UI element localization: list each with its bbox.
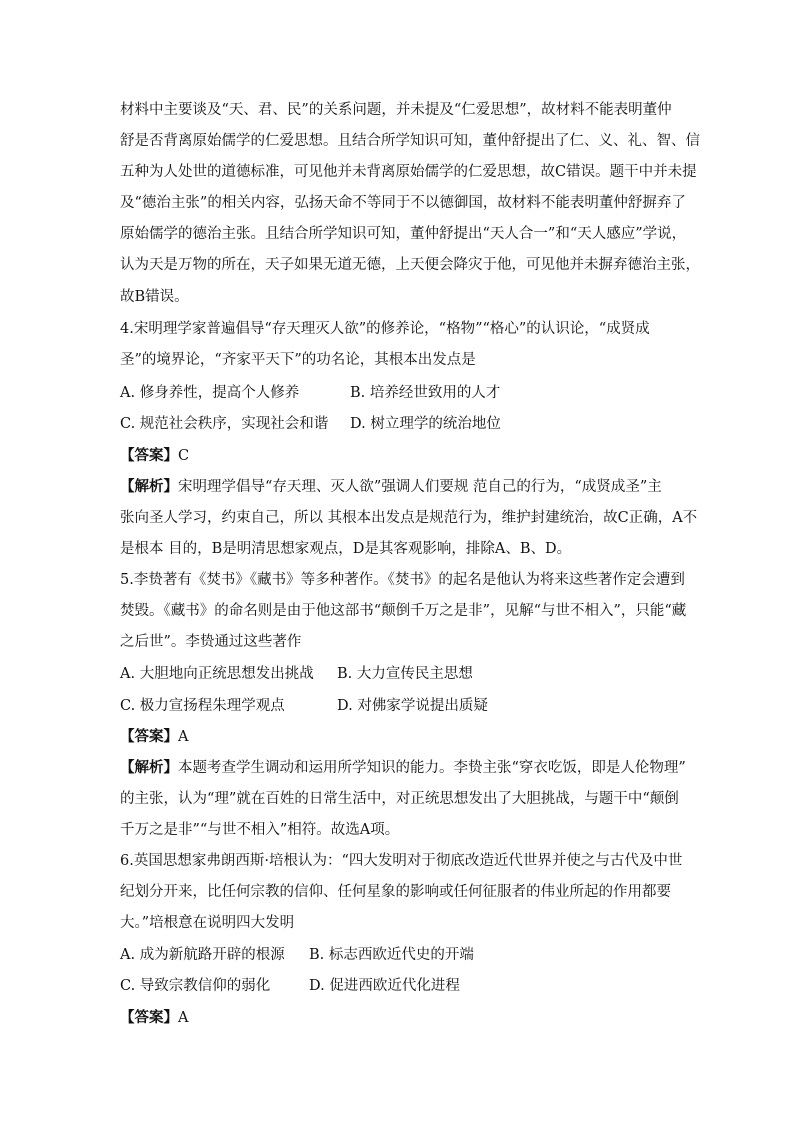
question-4-answer xyxy=(120,446,189,466)
analysis-line: 五种为人处世的道德标准，可见他并未背离原始儒学的仁爱思想，故C错误。题干中并未提 xyxy=(120,164,697,180)
question-5-stem: 5.李贽著有《焚书》《藏书》等多种著作。《焚书》的起名是他认为将来这些著作定会遭到 xyxy=(120,572,685,588)
question-6-option-a: A. 成为新航路开辟的根源 xyxy=(120,947,285,963)
answer-tag: 【答案】 xyxy=(120,1010,178,1026)
question-5-answer xyxy=(120,727,188,747)
analysis-line: 张向圣人学习，约束自己，所以 其根本出发点是规范行为，维护封建统治，故C正确，A不 xyxy=(120,510,698,526)
question-5-option-a: A. 大胆地向正统思想发出挑战 xyxy=(120,666,314,682)
question-5-option-d: D. 对佛家学说提出质疑 xyxy=(337,698,488,714)
question-5-option-b: B. 大力宣传民主思想 xyxy=(337,666,473,682)
question-4-option-d: D. 树立理学的统治地位 xyxy=(350,416,501,432)
question-6-option-c: C. 导致宗教信仰的弱化 xyxy=(120,978,271,994)
question-4-stem: 4.宋明理学家普遍倡导“存天理灭人欲”的修养论，“格物”“格心”的认识论，“成贤成 xyxy=(120,321,650,337)
question-6-stem: 6.英国思想家弗朗西斯·培根认为：“四大发明对于彻底改造近代世界并使之与古代及中世 xyxy=(120,853,683,869)
analysis-line: 的主张，认为“理”就在百姓的日常生活中，对正统思想发出了大胆挑战，与题干中“颠倒 xyxy=(120,791,679,807)
question-6-stem: 大。”培根意在说明四大发明 xyxy=(120,915,295,931)
question-6-option-b: B. 标志西欧近代史的开端 xyxy=(309,947,474,963)
answer-tag: 【答案】 xyxy=(120,729,178,745)
analysis-line: 及“德治主张”的相关内容，弘扬天命不等同于不以德御国，故材料不能表明董仲舒摒弃了 xyxy=(120,195,686,211)
analysis-text: 宋明理学倡导“存天理、灭人欲”强调人们要规 范自己的行为，“成贤成圣”主 xyxy=(178,479,662,495)
analysis-tag: 【解析】 xyxy=(120,479,178,495)
analysis-line: 故B错误。 xyxy=(120,289,189,305)
question-4-stem: 圣”的境界论，“齐家平天下”的功名论，其根本出发点是 xyxy=(120,352,476,368)
question-6-answer xyxy=(120,1008,188,1028)
answer-value: A xyxy=(178,729,189,745)
question-4-analysis xyxy=(120,477,662,497)
analysis-line: 原始儒学的德治主张。且结合所学知识可知，董仲舒提出“天人合一”和“天人感应”学说， xyxy=(120,226,687,242)
analysis-line: 千万之是非”“与世不相入”相符。故选A项。 xyxy=(120,822,400,838)
question-6-stem: 纪划分开来，比任何宗教的信仰、任何星象的影响或任何征服者的伟业所起的作用都要 xyxy=(120,884,671,900)
question-5-option-c: C. 极力宣扬程朱理学观点 xyxy=(120,698,285,714)
analysis-line: 认为天是万物的所在，天子如果无道无德，上天便会降灾于他，可见他并未摒弃德治主张， xyxy=(120,257,700,273)
analysis-line: 材料中主要谈及“天、君、民”的关系问题，并未提及“仁爱思想”，故材料不能表明董仲 xyxy=(120,102,672,118)
answer-tag: 【答案】 xyxy=(120,448,178,464)
question-4-option-a: A. 修身养性，提高个人修养 xyxy=(120,385,300,401)
analysis-tag: 【解析】 xyxy=(120,760,178,776)
question-5-stem: 焚毁。《藏书》的命名则是由于他这部书“颠倒千万之是非”，见解“与世不相入”，只能“藏 xyxy=(120,603,687,619)
analysis-line: 舒是否背离原始儒学的仁爱思想。且结合所学知识可知，董仲舒提出了仁、义、礼、智、信 xyxy=(120,133,700,149)
question-5-stem: 之后世”。李贽通过这些著作 xyxy=(120,634,302,650)
question-4-option-b: B. 培养经世致用的人才 xyxy=(350,385,501,401)
question-4-option-c: C. 规范社会秩序，实现社会和谐 xyxy=(120,416,329,432)
answer-value: A xyxy=(178,1010,189,1026)
analysis-line: 是根本 目的，B是明清思想家观点，D是其客观影响，排除A、B、D。 xyxy=(120,541,572,557)
question-5-analysis xyxy=(120,758,686,778)
answer-value: C xyxy=(178,448,190,464)
analysis-text: 本题考查学生调动和运用所学知识的能力。李贽主张“穿衣吃饭，即是人伦物理” xyxy=(178,760,686,776)
question-6-option-d: D. 促进西欧近代化进程 xyxy=(309,978,460,994)
